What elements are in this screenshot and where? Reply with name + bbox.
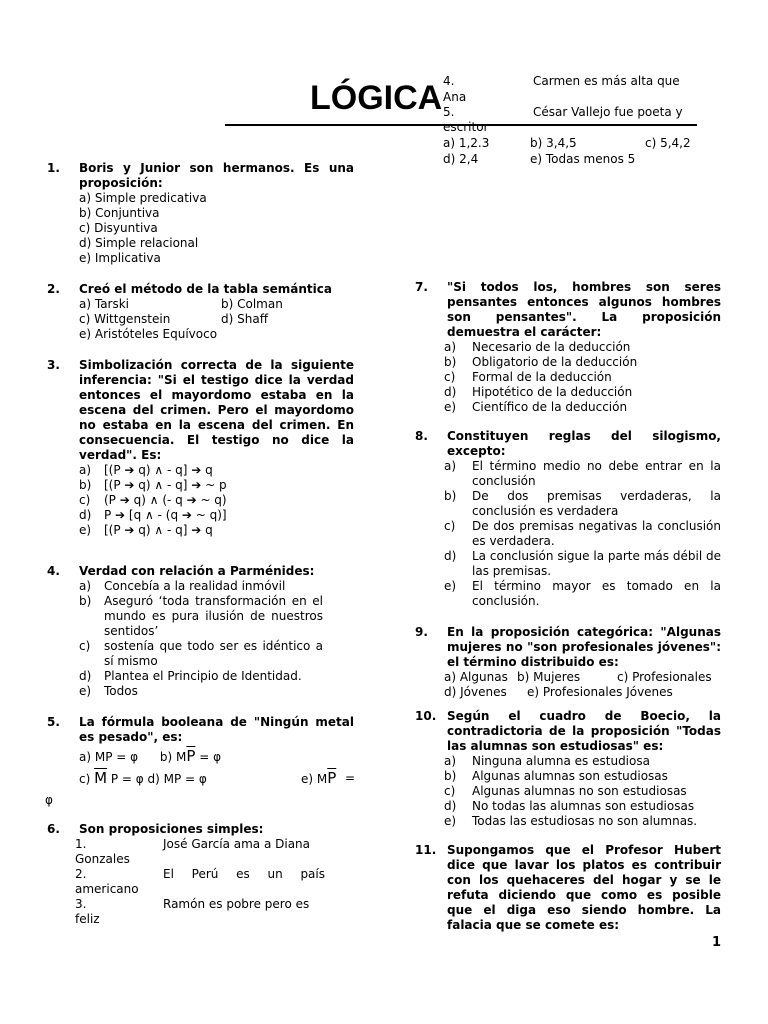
option [444, 400, 721, 415]
option-text: [(P ➔ q) ∧ - q] ➔ q [104, 523, 213, 537]
option-letter: e) [79, 684, 92, 698]
question-text: Supongamos que el Profesor Hubert dice que lavar los platos es contribuir con los quehaceres del hogar y se le refuta diciendo que como es posible que el diga eso siendo hombre. La falacia que se comete es: [447, 843, 721, 932]
answer-d: d) 2,4 [443, 152, 479, 166]
option-letter: a) [444, 340, 457, 354]
option: d) Jóvenes [444, 685, 507, 699]
option-letter: c) [444, 519, 456, 533]
question-text: Verdad con relación a Parménides: [79, 564, 315, 578]
question-number: 2. [47, 282, 60, 296]
option [79, 493, 354, 508]
item-number: 2. [75, 867, 87, 881]
option: e) Aristóteles Equívoco [79, 327, 218, 341]
question-text: Creó el método de la tabla semántica [79, 282, 332, 296]
question-10 [415, 709, 721, 829]
option: a) Tarski [79, 297, 130, 311]
complement-m: $\overline{M}$ [94, 769, 108, 787]
option [444, 385, 721, 400]
item-continuation: feliz [75, 912, 100, 926]
option-letter: c) [79, 639, 91, 653]
option-letter: c) [444, 370, 456, 384]
option [444, 355, 721, 370]
option-letter: a) [79, 463, 92, 477]
option-letter: d) [444, 799, 457, 813]
option-letter: d) [79, 508, 92, 522]
question-text: Boris y Junior son hermanos. Es una proposición: [79, 161, 354, 190]
question-number: 5. [47, 715, 60, 729]
item5-continuation: escritor [443, 120, 489, 134]
option-text: El término mayor es tomado en la conclusión. [472, 579, 721, 608]
option-b-prefix: b) M [159, 750, 187, 764]
question-number: 4. [47, 564, 60, 578]
option [444, 799, 721, 814]
item-number: 1. [75, 837, 87, 851]
question-text: La fórmula booleana de "Ningún metal es pesado", es: [79, 715, 354, 744]
answer-a: a) 1,2.3 [443, 136, 490, 150]
option-c-suffix: P = φ d) MP = φ [107, 772, 207, 786]
option-letter: e) [79, 523, 92, 537]
question-number: 11. [415, 843, 437, 857]
option-e-prefix: e) M [301, 772, 328, 786]
question-number: 3. [47, 358, 60, 372]
option-text: [(P ➔ q) ∧ - q] ➔ q [104, 463, 213, 477]
question-text: Son proposiciones simples: [79, 822, 264, 836]
option: d) Simple relacional [79, 236, 199, 250]
option-letter: d) [444, 549, 457, 563]
option-letter: c) [444, 784, 456, 798]
option-letter: a) [444, 754, 457, 768]
item4-text: Carmen es más alta que [533, 74, 680, 88]
complement-p: $\overline{P}$ [186, 747, 196, 765]
option [444, 814, 721, 829]
item-text: Ramón es pobre pero es [163, 897, 310, 911]
page-number: 1 [712, 935, 722, 950]
question-6 [47, 822, 323, 837]
option-text: Algunas alumnas no son estudiosas [472, 784, 687, 798]
item5-number: 5. [443, 105, 455, 119]
option-text: sostenía que todo ser es idéntico a sí mismo [104, 639, 323, 668]
option-text: Obligatorio de la deducción [472, 355, 638, 369]
option-text: No todas las alumnas son estudiosas [472, 799, 695, 813]
question-text: En la proposición categórica: "Algunas mujeres no "son profesionales jóvenes": el término distribuido es: [447, 625, 721, 669]
option-text: (P ➔ q) ∧ (- q ➔ ~ q) [104, 493, 227, 507]
option [444, 489, 721, 519]
option-letter: b) [444, 489, 457, 503]
option-text: Todas las estudiosas no son alumnas. [472, 814, 698, 828]
option-text: Concebía a la realidad inmóvil [104, 579, 286, 593]
option [79, 463, 354, 478]
option-text: Ninguna alumna es estudiosa [472, 754, 650, 768]
option-c-prefix: c) [79, 772, 95, 786]
option: b) Conjuntiva [79, 206, 160, 220]
option: d) Shaff [221, 312, 268, 326]
page-title: LÓGICA [310, 79, 443, 117]
option: c) Wittgenstein [79, 312, 171, 326]
option [79, 523, 354, 538]
option-text: Aseguró ‘toda transformación en el mundo es pura ilusión de nuestros sentidos’ [104, 594, 323, 638]
option-text: Científico de la deducción [472, 400, 628, 414]
item-text: El Perú es un país [163, 867, 325, 881]
option-letter: b) [444, 355, 457, 369]
option-text: De dos premisas negativas la conclusión es verdadera. [472, 519, 721, 548]
option [444, 340, 721, 355]
option-text: Algunas alumnas son estudiosas [472, 769, 668, 783]
option [444, 754, 721, 769]
question-number: 10. [415, 709, 437, 723]
option [444, 519, 721, 549]
option-text: Necesario de la deducción [472, 340, 631, 354]
complement-p-e: $\overline{P}$ [327, 769, 337, 787]
option-letter: d) [79, 669, 92, 683]
question-11 [415, 843, 721, 933]
option-text: [(P ➔ q) ∧ - q] ➔ ~ p [104, 478, 227, 492]
option-text: Todos [104, 684, 138, 698]
option-b-suffix: = φ [195, 750, 221, 764]
option: c) Profesionales [617, 670, 712, 684]
option-text: El término medio no debe entrar en la conclusión [472, 459, 721, 488]
option-text: P ➔ [q ∧ - (q ➔ ~ q)] [104, 508, 227, 522]
option: e) Profesionales Jóvenes [527, 685, 673, 699]
question-1 [47, 161, 354, 266]
option: b) Colman [221, 297, 283, 311]
answer-b: b) 3,4,5 [530, 136, 577, 150]
option: b) Mujeres [517, 670, 581, 684]
question-7 [415, 280, 721, 415]
option [79, 579, 323, 594]
option-text: La conclusión sigue la parte más débil de las premisas. [472, 549, 721, 578]
answer-e: e) Todas menos 5 [530, 152, 636, 166]
item-text: José García ama a Diana [163, 837, 311, 851]
option [79, 639, 323, 669]
item5-text: César Vallejo fue poeta y [533, 105, 683, 119]
question-number: 7. [415, 280, 428, 294]
option-letter: a) [79, 579, 92, 593]
option [444, 549, 721, 579]
question-number: 8. [415, 429, 428, 443]
answer-c: c) 5,4,2 [645, 136, 691, 150]
question-9 [415, 625, 721, 700]
option: c) Disyuntiva [79, 221, 158, 235]
option-letter: e) [444, 579, 457, 593]
option-e-suffix: = [345, 771, 356, 785]
option-letter: a) [444, 459, 457, 473]
option-text: Plantea el Principio de Identidad. [104, 669, 302, 683]
option [79, 594, 323, 639]
option-letter: b) [444, 769, 457, 783]
option-letter: b) [79, 478, 92, 492]
option [444, 784, 721, 799]
item4-continuation: Ana [443, 90, 467, 104]
option [79, 478, 354, 493]
option [444, 579, 721, 609]
option-letter: e) [444, 814, 457, 828]
question-4 [47, 564, 323, 699]
question-3 [47, 358, 354, 538]
option-text: De dos premisas verdaderas, la conclusión es verdadera [472, 489, 721, 518]
question-8 [415, 429, 721, 609]
option-text: Formal de la deducción [472, 370, 612, 384]
option [79, 669, 323, 684]
option [444, 769, 721, 784]
question-5 [47, 715, 356, 787]
option-a: a) MP = φ [79, 750, 139, 764]
option-letter: c) [79, 493, 91, 507]
option: e) Implicativa [79, 251, 161, 265]
question-2 [47, 282, 354, 342]
item4-number: 4. [443, 74, 455, 88]
question-number: 9. [415, 625, 428, 639]
question-text: Simbolización correcta de la siguiente inferencia: "Si el testigo dice la verdad entonces el mayordomo estaba en la escena del crimen. Pero el mayordomo no estaba en la escena del crimen. En consecuencia. El testigo no dice la verdad". Es: [79, 358, 354, 462]
option-letter: d) [444, 385, 457, 399]
question-text: Según el cuadro de Boecio, la contradictoria de la proposición "Todas las alumnas son estudiosas" es: [447, 709, 721, 753]
question-text: Constituyen reglas del silogismo, excepto: [447, 429, 721, 458]
option-text: Hipotético de la deducción [472, 385, 633, 399]
option: a) Algunas [444, 670, 508, 684]
option [444, 370, 721, 385]
phi-symbol: φ [45, 793, 53, 807]
option [444, 459, 721, 489]
question-text: "Si todos los, hombres son seres pensantes entonces algunos hombres son pensantes". La proposición demuestra el carácter: [447, 280, 721, 339]
option-letter: e) [444, 400, 457, 414]
option-letter: b) [79, 594, 92, 608]
item-number: 3. [75, 897, 87, 911]
option [79, 508, 354, 523]
question-number: 1. [47, 161, 60, 175]
item-continuation: americano [75, 882, 139, 896]
question-6-items [75, 837, 325, 927]
question-number: 6. [47, 822, 60, 836]
item-continuation: Gonzales [75, 852, 130, 866]
option [79, 684, 323, 699]
option: a) Simple predicativa [79, 191, 207, 205]
